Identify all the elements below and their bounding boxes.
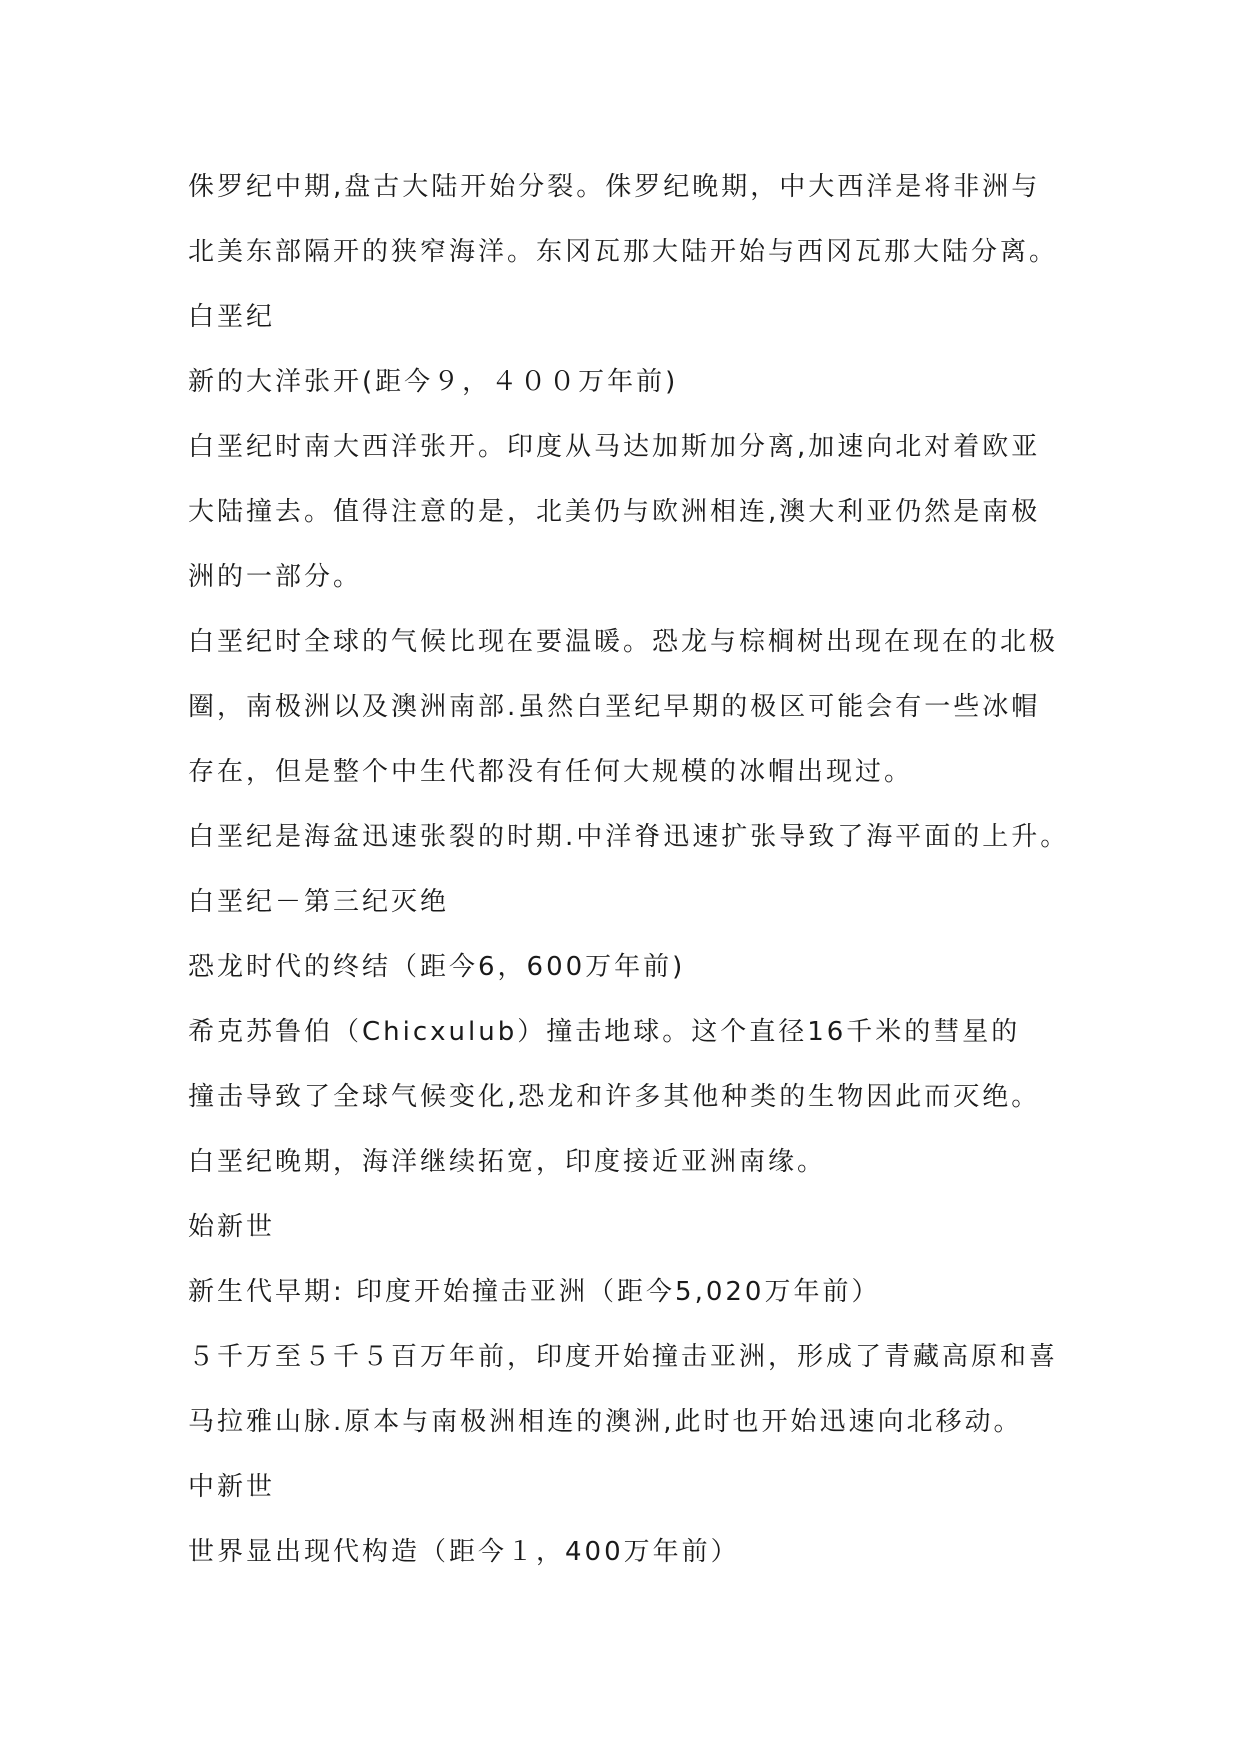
paragraph-line: 白垩纪是海盆迅速张裂的时期.中洋脊迅速扩张导致了海平面的上升。 — [188, 822, 1070, 852]
subsection-heading: 恐龙时代的终结（距今6，600万年前) — [188, 952, 686, 982]
subsection-heading: 新的大洋张开(距今９，４００万年前) — [188, 367, 679, 397]
paragraph-line: 马拉雅山脉.原本与南极洲相连的澳洲,此时也开始迅速向北移动。 — [188, 1407, 1023, 1437]
paragraph-line: 白垩纪晚期，海洋继续拓宽，印度接近亚洲南缘。 — [188, 1147, 827, 1177]
paragraph-line: ５千万至５千５百万年前，印度开始撞击亚洲，形成了青藏高原和喜 — [188, 1342, 1059, 1372]
paragraph-line: 白垩纪时南大西洋张开。印度从马达加斯加分离,加速向北对着欧亚 — [188, 432, 1041, 462]
paragraph-line: 圈，南极洲以及澳洲南部.虽然白垩纪早期的极区可能会有一些冰帽 — [188, 692, 1041, 722]
paragraph-line: 洲的一部分。 — [188, 562, 363, 592]
paragraph-line: 存在，但是整个中生代都没有任何大规模的冰帽出现过。 — [188, 757, 914, 787]
paragraph-line: 白垩纪时全球的气候比现在要温暖。恐龙与棕榈树出现在现在的北极 — [188, 627, 1059, 657]
paragraph-line: 侏罗纪中期,盘古大陆开始分裂。侏罗纪晚期，中大西洋是将非洲与 — [188, 172, 1041, 202]
paragraph-line: 大陆撞去。值得注意的是，北美仍与欧洲相连,澳大利亚仍然是南极 — [188, 497, 1041, 527]
section-heading: 白垩纪 — [188, 302, 276, 332]
paragraph-line: 北美东部隔开的狭窄海洋。东冈瓦那大陆开始与西冈瓦那大陆分离。 — [188, 237, 1059, 267]
paragraph-line: 撞击导致了全球气候变化,恐龙和许多其他种类的生物因此而灭绝。 — [188, 1082, 1041, 1112]
subsection-heading: 新生代早期: 印度开始撞击亚洲（距今5,020万年前） — [188, 1277, 881, 1307]
paragraph-line: 希克苏鲁伯（Chicxulub）撞击地球。这个直径16千米的彗星的 — [188, 1017, 1021, 1047]
section-heading: 白垩纪－第三纪灭绝 — [188, 887, 450, 917]
document-body — [188, 155, 1068, 1585]
subsection-heading: 世界显出现代构造（距今１，400万年前） — [188, 1537, 740, 1567]
section-heading: 始新世 — [188, 1212, 276, 1242]
section-heading: 中新世 — [188, 1472, 276, 1502]
